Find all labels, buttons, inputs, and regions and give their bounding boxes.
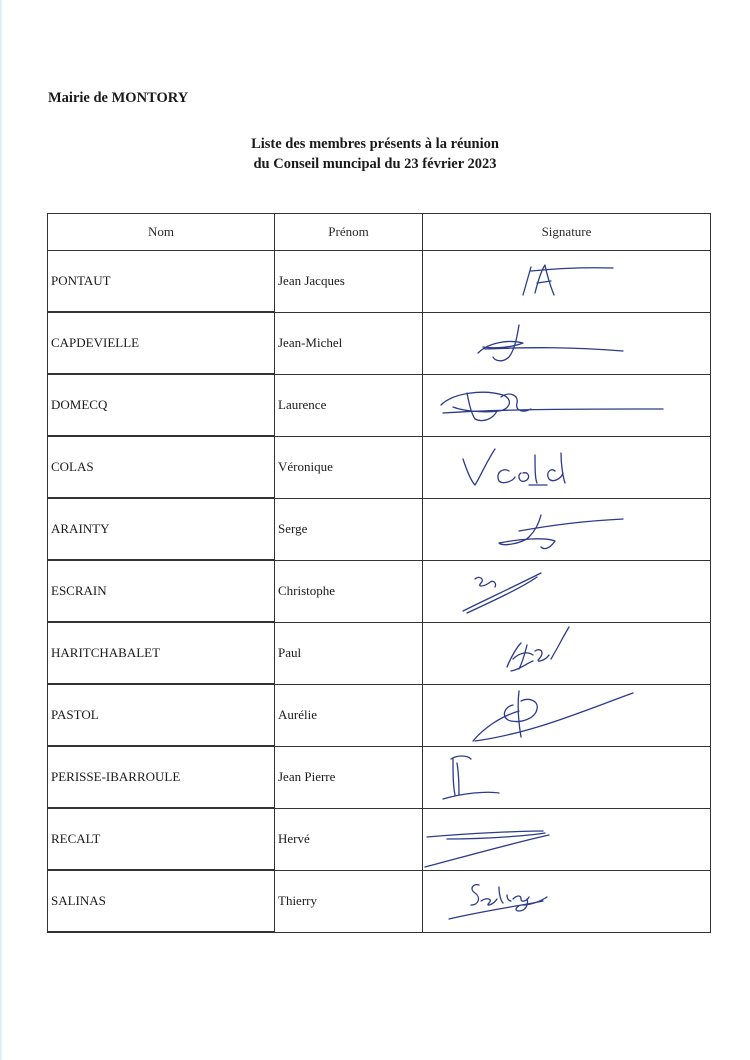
header-mairie: Mairie de MONTORY <box>48 90 189 106</box>
table-row <box>48 746 711 808</box>
cell-nom: DOMECQ <box>48 374 275 436</box>
table-row <box>48 312 711 374</box>
title-line-1: Liste des membres présents à la réunion <box>251 136 499 152</box>
table-row <box>48 808 711 870</box>
title-line-2: du Conseil muncipal du 23 février 2023 <box>253 156 497 172</box>
table-row <box>48 374 711 436</box>
cell-nom: PERISSE-IBARROULE <box>48 746 275 808</box>
cell-prenom: Jean Pierre <box>275 746 423 808</box>
signature-haritchabalet <box>423 622 711 684</box>
cell-nom: PONTAUT <box>48 251 275 313</box>
column-header-signature: Signature <box>423 214 711 251</box>
cell-nom: RECALT <box>48 808 275 870</box>
cell-prenom: Hervé <box>275 808 423 870</box>
column-header-nom: Nom <box>48 214 275 251</box>
cell-nom: COLAS <box>48 436 275 498</box>
cell-nom: PASTOL <box>48 684 275 746</box>
signature-pastol <box>423 684 711 746</box>
cell-prenom: Jean Jacques <box>275 251 423 313</box>
cell-prenom: Jean-Michel <box>275 312 423 374</box>
cell-prenom: Paul <box>275 622 423 684</box>
signature-capdevielle <box>423 312 711 374</box>
document-title <box>0 134 750 174</box>
table-row <box>48 251 711 313</box>
signature-recalt <box>423 808 711 870</box>
table-header-row <box>48 214 711 251</box>
table-row <box>48 684 711 746</box>
signature-escrain <box>423 560 711 622</box>
cell-prenom: Véronique <box>275 436 423 498</box>
signature-arainty <box>423 498 711 560</box>
column-header-prenom: Prénom <box>275 214 423 251</box>
cell-prenom: Christophe <box>275 560 423 622</box>
cell-nom: SALINAS <box>48 870 275 932</box>
cell-prenom: Laurence <box>275 374 423 436</box>
table-row <box>48 436 711 498</box>
cell-nom: HARITCHABALET <box>48 622 275 684</box>
table-row <box>48 560 711 622</box>
attendance-table <box>47 213 711 933</box>
cell-nom: ESCRAIN <box>48 560 275 622</box>
signature-domecq <box>423 374 711 436</box>
table-row <box>48 498 711 560</box>
cell-nom: CAPDEVIELLE <box>48 312 275 374</box>
table-row <box>48 622 711 684</box>
signature-perisse-ibarroule <box>423 746 711 808</box>
signature-salinas <box>423 870 711 932</box>
signature-colas <box>423 436 711 498</box>
cell-prenom: Aurélie <box>275 684 423 746</box>
table-row <box>48 870 711 932</box>
signature-pontaut <box>423 251 711 313</box>
cell-nom: ARAINTY <box>48 498 275 560</box>
cell-prenom: Thierry <box>275 870 423 932</box>
cell-prenom: Serge <box>275 498 423 560</box>
